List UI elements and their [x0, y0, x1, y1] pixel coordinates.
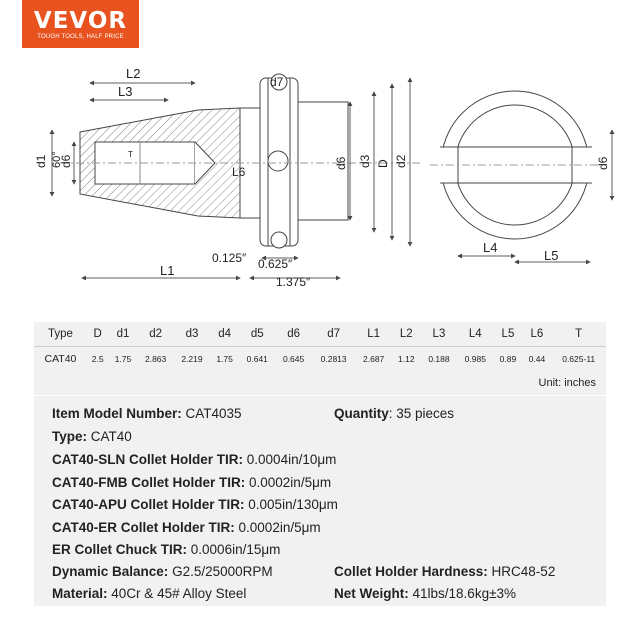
spec-type — [52, 429, 132, 444]
table-header: L4 — [457, 322, 493, 347]
table-cell: 2.687 — [363, 354, 385, 364]
table-cell: 0.44 — [528, 354, 546, 364]
label-L3: L3 — [118, 84, 133, 99]
spec-value: 41lbs/18.6kg±3% — [412, 586, 516, 601]
spec-weight — [334, 586, 516, 601]
table-cell: 1.12 — [398, 354, 415, 364]
table-cell: 0.985 — [464, 354, 486, 364]
spec-value: CAT4035 — [185, 406, 242, 421]
dimension-1375: 1.375″ — [276, 275, 311, 289]
spec-label: CAT40-SLN Collet Holder TIR: — [52, 452, 244, 467]
label-L5: L5 — [544, 248, 559, 263]
table-cell: 2.219 — [181, 354, 203, 364]
spec-label: Type: — [52, 429, 88, 444]
table-header: d5 — [239, 322, 275, 347]
label-D: D — [376, 159, 390, 168]
table-header: d3 — [174, 322, 210, 347]
spec-value: CAT40 — [90, 429, 132, 444]
brand-tagline: TOUGH TOOLS, HALF PRICE — [37, 33, 124, 40]
table-header: d1 — [109, 322, 138, 347]
label-L6: L6 — [232, 165, 246, 179]
label-T: T — [128, 150, 133, 159]
table-header: D — [87, 322, 109, 347]
table-header: L1 — [355, 322, 391, 347]
label-L4: L4 — [483, 240, 498, 255]
spec-value: 0.005in/130μm — [248, 497, 338, 512]
table-cell: 0.625-11 — [562, 354, 596, 364]
spec-hardness — [334, 564, 555, 579]
spec-fmb — [52, 475, 331, 490]
spec-sln — [52, 452, 336, 467]
label-d7: d7 — [270, 75, 284, 89]
spec-label: CAT40-ER Collet Holder TIR: — [52, 520, 235, 535]
table-cell: 2.863 — [144, 354, 167, 364]
table-row — [34, 347, 606, 372]
specs-panel — [34, 396, 606, 606]
table-header: T — [551, 322, 606, 347]
table-cell: 0.641 — [246, 354, 268, 364]
brand-name: VEVOR — [33, 7, 128, 34]
table-header: d7 — [312, 322, 356, 347]
table-cell: 0.645 — [282, 354, 305, 364]
dimension-table — [34, 322, 606, 395]
label-L1: L1 — [160, 263, 175, 278]
holder-end-view — [430, 91, 600, 239]
table-cell: 1.75 — [114, 354, 132, 364]
label-d6-left: d6 — [59, 154, 73, 168]
label-d1: d1 — [34, 154, 48, 168]
spec-apu — [52, 497, 338, 512]
spec-label: Dynamic Balance: — [52, 564, 169, 579]
label-angle: 60° — [51, 151, 63, 168]
table-header: L3 — [421, 322, 457, 347]
table-cell: 1.75 — [216, 354, 233, 364]
table-header: d4 — [210, 322, 239, 347]
spec-label: ER Collet Chuck TIR: — [52, 542, 188, 557]
spec-er — [52, 520, 321, 535]
unit-note: Unit: inches — [538, 377, 596, 389]
spec-value: HRC48-52 — [491, 564, 556, 579]
dimension-0625: 0.625″ — [258, 257, 293, 271]
spec-value: : 35 pieces — [388, 406, 455, 421]
table-header: L2 — [392, 322, 421, 347]
label-d6-mid: d6 — [334, 156, 348, 170]
spec-value: G2.5/25000RPM — [172, 564, 273, 579]
spec-label: CAT40-FMB Collet Holder TIR: — [52, 475, 246, 490]
table-cell: CAT40 — [44, 353, 77, 365]
table-header: Type — [34, 322, 87, 347]
spec-label: CAT40-APU Collet Holder TIR: — [52, 497, 245, 512]
spec-balance — [52, 564, 273, 579]
table-cell: 0.188 — [428, 354, 450, 364]
brand-logo — [22, 0, 139, 48]
label-d6-right: d6 — [596, 156, 610, 170]
spec-label: Item Model Number: — [52, 406, 182, 421]
spec-value: 0.0006in/15μm — [190, 542, 281, 557]
spec-value: 0.0002in/5μm — [238, 520, 321, 535]
table-cell: 0.2813 — [320, 354, 347, 364]
table-header: L5 — [493, 322, 522, 347]
spec-quantity — [334, 406, 454, 421]
table-header: L6 — [522, 322, 551, 347]
spec-label: Material: — [52, 586, 108, 601]
label-L2: L2 — [126, 66, 141, 81]
spec-model — [52, 406, 242, 421]
table-cell: 2.5 — [91, 354, 104, 364]
table-header: d2 — [137, 322, 173, 347]
spec-label: Collet Holder Hardness: — [334, 564, 488, 579]
spec-value: 0.0002in/5μm — [249, 475, 332, 490]
table-header-row — [34, 322, 606, 347]
spec-chuck — [52, 542, 280, 557]
spec-value: 0.0004in/10μm — [246, 452, 337, 467]
table-cell: 0.89 — [499, 354, 517, 364]
spec-value: 40Cr & 45# Alloy Steel — [111, 586, 247, 601]
label-d2: d2 — [394, 154, 408, 168]
spec-label: Net Weight: — [334, 586, 409, 601]
dimension-0125: 0.125″ — [212, 251, 247, 265]
technical-drawing — [0, 50, 640, 300]
spec-label: Quantity — [334, 406, 389, 421]
spec-material — [52, 586, 246, 601]
label-d3: d3 — [358, 154, 372, 168]
table-header: d6 — [275, 322, 311, 347]
